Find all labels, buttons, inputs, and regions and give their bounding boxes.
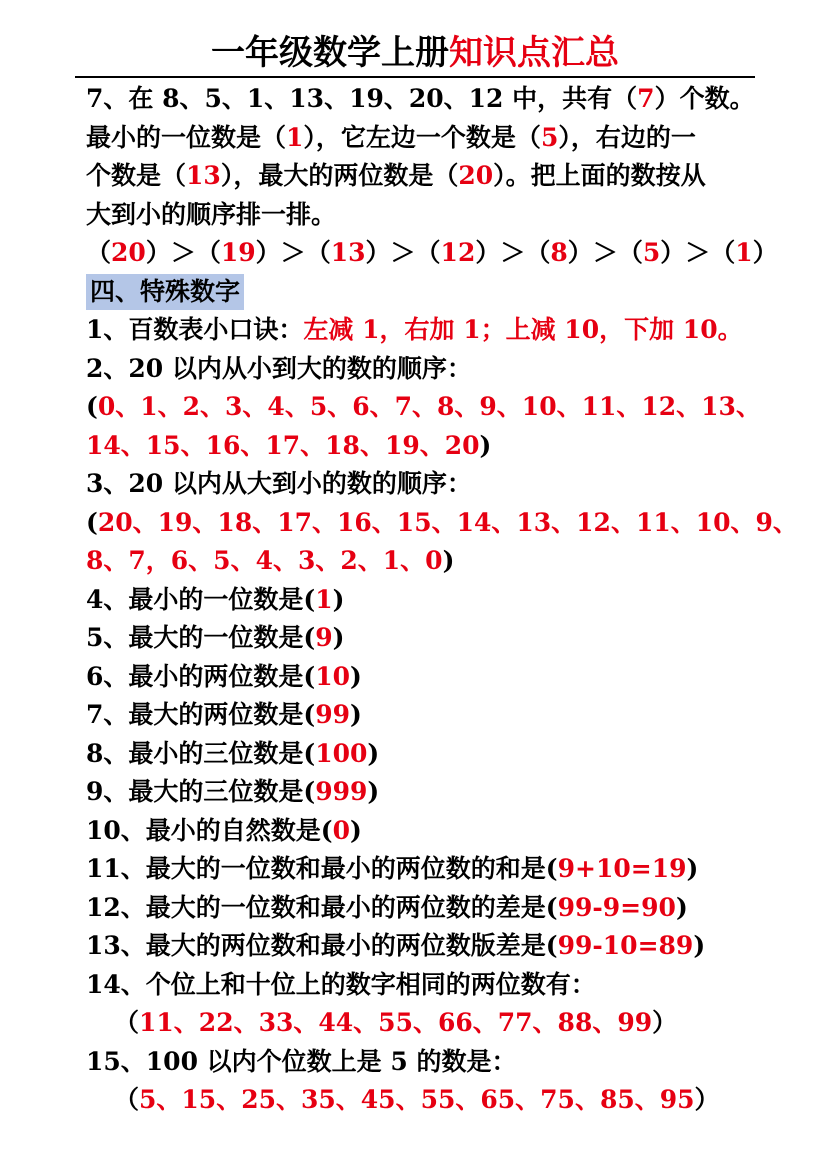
special-15-values: （5、15、25、35、45、55、65、75、85、95） [114,1085,720,1114]
special-3-values-1: (20、19、18、17、16、15、14、13、12、11、10、9、 [86,507,798,537]
paren-open: （ [415,238,441,267]
special-2-values-2: 14、15、16、17、18、19、20) [86,430,492,460]
order-sequence [86,234,786,273]
special-2-label: 2、20 以内从小到大的数的顺序： [86,353,472,383]
paren-close: ） [145,238,171,267]
fact-value: 9 [315,623,333,652]
content [86,80,798,1120]
fact-label: 11、最大的一位数和最小的两位数的和是( [86,854,558,883]
section-heading: 四、特殊数字 [86,274,244,310]
fact-label: 7、最大的两位数是( [86,700,316,729]
order-value: 5 [642,238,661,267]
fact-value: 99 [315,700,351,729]
greater-than-sign: ＞ [685,238,711,267]
greater-than-sign: ＞ [280,238,306,267]
page-title [75,30,755,78]
paren-close: ） [660,238,686,267]
greater-than-sign: ＞ [592,238,618,267]
special-15-label: 15、100 以内个位数上是 5 的数是： [86,1046,517,1076]
paren-close: ） [475,238,501,267]
paren-close: ） [752,238,778,267]
fact-label: 4、最小的一位数是( [86,584,316,614]
fact-close: ) [367,777,380,806]
fact-close: ) [332,584,345,614]
fact-label: 13、最大的两位数和最小的两位数版差是( [86,931,558,960]
order-value: 8 [550,238,568,267]
fact-close: ) [367,738,380,768]
fact-value: 1 [315,584,333,614]
order-value: 12 [440,238,476,267]
order-value: 1 [735,238,753,267]
paren-open: （ [525,238,551,267]
fact-close: ) [350,661,362,691]
fact-item [86,581,786,620]
fact-item [86,889,786,928]
item7-line3: 个数是（13），最大的两位数是（20）。把上面的数按从 [86,161,706,190]
order-value: 20 [111,238,146,267]
special-3-label: 3、20 以内从大到小的数的顺序： [86,469,472,498]
fact-close: ) [686,854,699,883]
paren-close: ） [255,238,281,267]
special-14-label: 14、个位上和十位上的数字相同的两位数有： [86,969,596,999]
paren-close: ） [365,238,391,267]
fact-close: ) [350,815,362,845]
item7-line2: 最小的一位数是（1），它左边一个数是（5），右边的一 [86,122,696,152]
order-value: 13 [330,238,366,267]
facts-list [86,581,786,966]
fact-label: 6、最小的两位数是( [86,661,316,691]
special-2-values-1: (0、1、2、3、4、5、6、7、8、9、10、11、12、13、 [86,392,761,421]
greater-than-sign: ＞ [390,238,416,267]
fact-item [86,696,786,735]
paren-open: （ [710,238,736,267]
fact-label: 8、最小的三位数是( [86,738,316,768]
greater-than-sign: ＞ [170,238,196,267]
fact-item [86,658,786,697]
special-14-values: （11、22、33、44、55、66、77、88、99） [114,1008,678,1037]
fact-label: 10、最小的自然数是( [86,815,333,845]
fact-value: 9+10=19 [557,854,687,883]
special-1: 1、百数表小口诀：左减 1，右加 1；上减 10，下加 10。 [86,315,743,344]
fact-close: ) [332,623,345,652]
special-3-values-2: 8、7，6、5、4、3、2、1、0) [86,546,455,575]
greater-than-sign: ＞ [500,238,526,267]
fact-value: 99-10=89 [557,931,694,960]
fact-value: 99-9=90 [557,892,676,922]
order-value: 19 [220,238,256,267]
fact-item [86,773,786,812]
title-part1: 一年级数学上册 [211,33,449,73]
fact-close: ) [693,931,706,960]
fact-close: ) [350,700,362,729]
fact-value: 999 [315,777,368,806]
fact-item [86,850,786,889]
paren-open: （ [86,238,112,267]
fact-label: 12、最大的一位数和最小的两位数的差是( [86,892,558,922]
paren-open: （ [195,238,221,267]
fact-label: 9、最大的三位数是( [86,777,316,806]
fact-value: 10 [315,661,351,691]
fact-close: ) [675,892,688,922]
fact-item [86,735,786,774]
fact-item [86,619,786,658]
title-part2: 知识点汇总 [449,33,619,73]
paren-open: （ [617,238,643,267]
fact-item [86,812,786,851]
paren-open: （ [305,238,331,267]
item7-line1: 7、在 8、5、1、13、19、20、12 中，共有（7）个数。 [86,84,755,113]
section-4 [86,273,786,312]
item7-line4: 大到小的顺序排一排。 [86,199,337,229]
paren-close: ） [567,238,593,267]
fact-value: 0 [332,815,351,845]
fact-label: 5、最大的一位数是( [86,623,316,652]
fact-value: 100 [315,738,368,768]
fact-item [86,927,786,966]
